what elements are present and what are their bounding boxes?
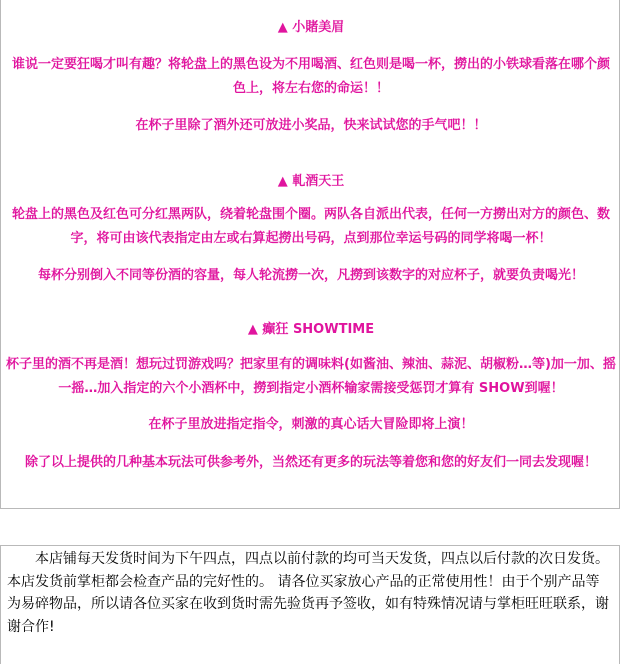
section-2-para-1: 轮盘上的黑色及红色可分红黑两队，绕着轮盘围个圈。两队各自派出代表，任何一方撈出对方的颜色、数字，将可由该代表指定由左或右算起撈出号码，点到那位幸运号码的同学将喝一杯！ <box>11 207 610 246</box>
section-1-para-2: 在杯子里除了酒外还可放进小奖品，快来试试您的手气吧！！ <box>135 118 487 133</box>
section-3-para-2: 在杯子里放进指定指令，刺激的真心话大冒险即将上演！ <box>148 417 474 432</box>
shipping-notice-box <box>0 545 620 664</box>
section-heading-2: ▲ 軋酒天王 <box>277 174 345 189</box>
shipping-notice-text: 本店铺每天发货时间为下午四点，四点以前付款的均可当天发货，四点以后付款的次日发货。本店发货前掌柜都会检查产品的完好性的。 请各位买家放心产品的正常使用性！由于个别产品等为易碎物品，所以请各位买家在收到货时需先验货再予签收，如有特殊情况请与掌柜旺旺联系，谢谢合作! <box>7 551 609 635</box>
section-heading-1: ▲ 小賭美眉 <box>277 20 345 35</box>
section-heading-3: ▲ 癫狂 SHOWTIME <box>247 322 375 337</box>
section-3-para-1: 杯子里的酒不再是酒！想玩过罚游戏吗？把家里有的调味料(如酱油、辣油、蒜泥、胡椒粉…等)加一加、摇一摇…加入指定的六个小酒杯中，撈到指定小酒杯输家需接受惩罚才算有 SHOW到喔！ <box>6 357 616 396</box>
section-3-para-3: 除了以上提供的几种基本玩法可供参考外，当然还有更多的玩法等着您和您的好友们一同去发现喔！ <box>24 455 597 470</box>
section-1-para-1: 谁说一定要狂喝才叫有趣？将轮盘上的黑色设为不用喝酒、红色则是喝一杯，撈出的小铁球看落在哪个颜色上，将左右您的命运！！ <box>11 57 610 96</box>
section-2-para-2: 每杯分别倒入不同等份酒的容量，每人轮流撈一次，凡撈到该数字的对应杯子，就要负责喝光！ <box>37 268 584 283</box>
